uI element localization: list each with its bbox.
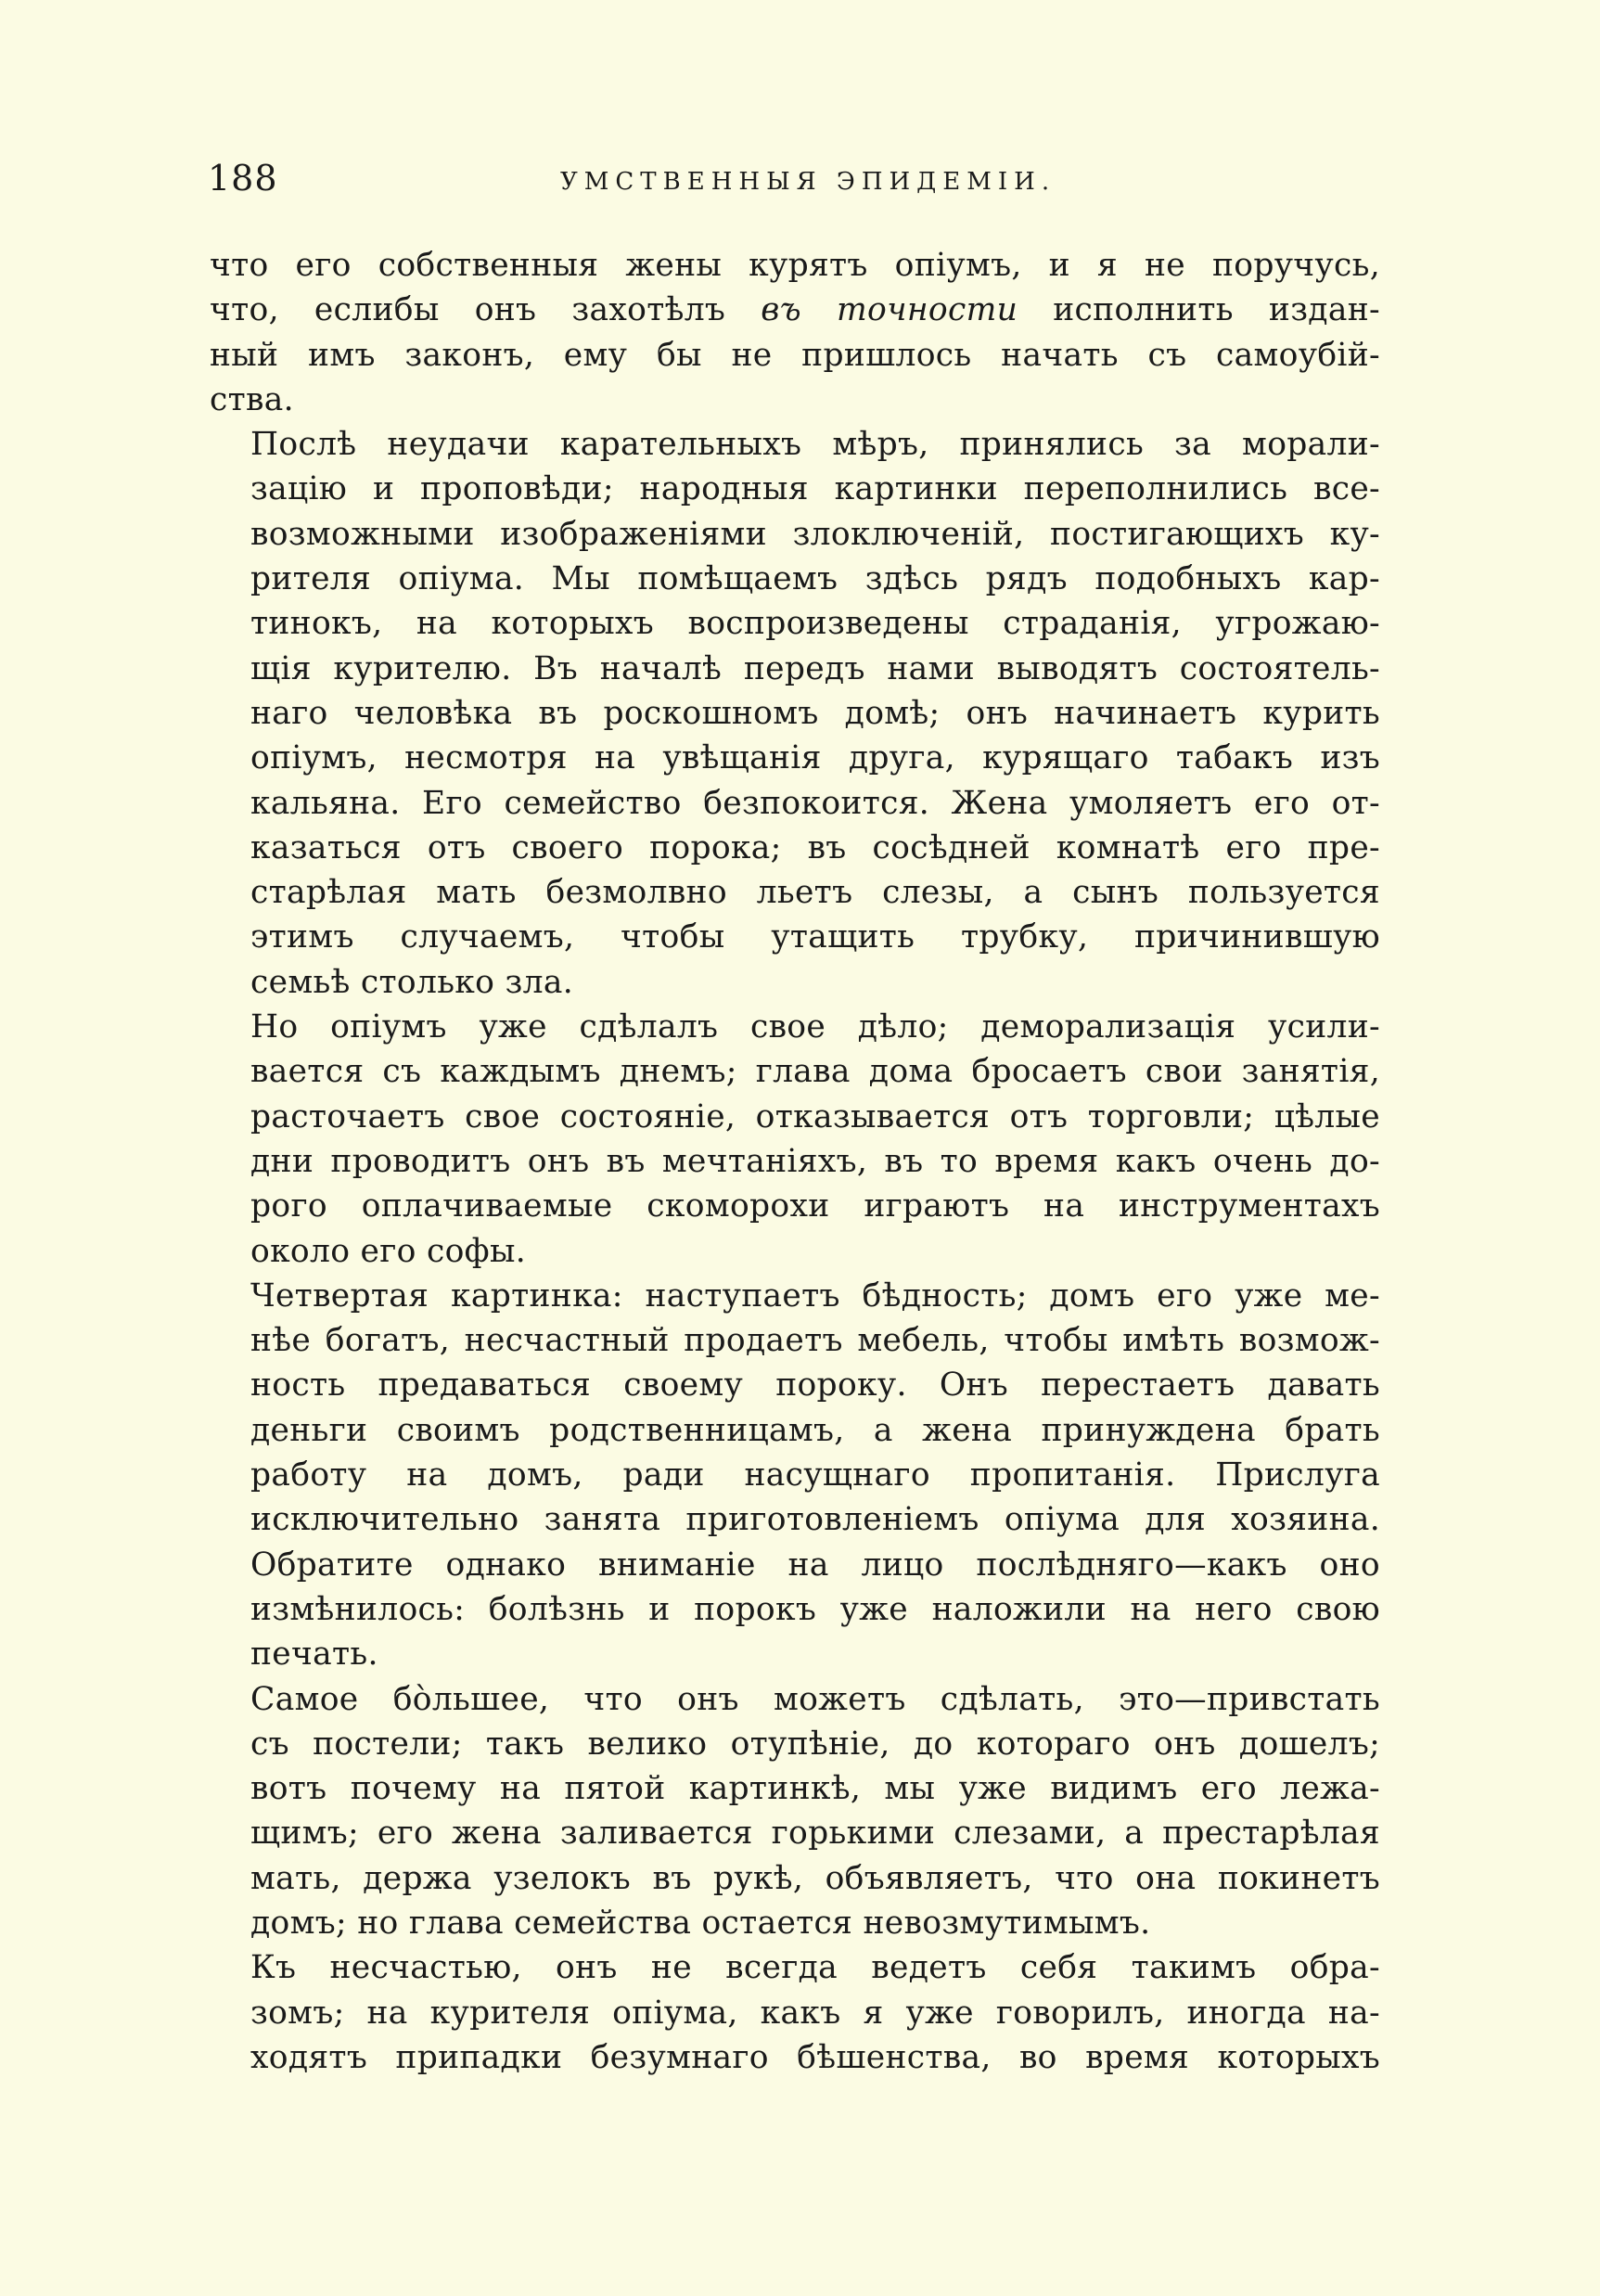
text-line: ходятъ припадки безумнаго бѣшенства, во время которыхъ — [250, 2038, 1380, 2076]
text-line: кальяна. Его семейство безпокоится. Жена умоляетъ его от- — [250, 784, 1380, 822]
text-line: Послѣ неудачи карательныхъ мѣръ, принялись за морали- — [250, 426, 1380, 464]
text-line: рителя опіума. Мы помѣщаемъ здѣсь рядъ подобныхъ кар- — [250, 560, 1380, 598]
text-line: печать. — [250, 1635, 378, 1674]
text-line: этимъ случаемъ, чтобы утащить трубку, причинившую — [250, 918, 1380, 956]
text-line: Самое бòльшее, что онъ можетъ сдѣлать, это—привстать — [250, 1680, 1380, 1718]
text-line: исключительно занята приготовленіемъ опіума для хозяина. — [250, 1501, 1380, 1539]
page-header — [208, 156, 1380, 212]
text-line: казаться отъ своего порока; въ сосѣдней комнатѣ его пре- — [250, 828, 1380, 866]
page-number: 188 — [208, 158, 278, 199]
text-line: щія курителю. Въ началѣ передъ нами выводятъ состоятель- — [250, 649, 1380, 687]
text-line: вается съ каждымъ днемъ; глава дома бросаетъ свои занятія, — [250, 1053, 1380, 1091]
text-line: расточаетъ свое состояніе, отказывается отъ торговли; цѣлые — [250, 1097, 1380, 1135]
text-line: рого оплачиваемые скоморохи играютъ на инструментахъ — [250, 1187, 1380, 1225]
paragraph — [210, 1274, 1380, 1677]
text-line: зацію и проповѣди; народныя картинки переполнились все- — [250, 470, 1380, 508]
paragraph — [210, 1677, 1380, 1946]
text-line: щимъ; его жена заливается горькими слезами, а престарѣлая — [250, 1815, 1380, 1853]
text-line: около его софы. — [250, 1232, 527, 1270]
text-line: нѣе богатъ, несчастный продаетъ мебель, чтобы имѣть возмож- — [250, 1322, 1380, 1360]
text-line: что его собственныя жены курятъ опіумъ, и я не поручусь, — [210, 247, 1380, 284]
text-line: старѣлая мать безмолвно льетъ слезы, а сынъ пользуется — [250, 874, 1380, 912]
text-line: вотъ почему на пятой картинкѣ, мы уже видимъ его лежа- — [250, 1770, 1380, 1808]
text-fragment: что, еслибы онъ захотѣлъ — [210, 291, 726, 329]
text-line: тинокъ, на которыхъ воспроизведены страданія, угрожаю- — [250, 605, 1380, 643]
running-title: УМСТВЕННЫЯ ЭПИДЕМІИ. — [560, 168, 1056, 196]
text-line: деньги своимъ родственницамъ, а жена принуждена брать — [250, 1411, 1380, 1449]
text-line: наго человѣка въ роскошномъ домѣ; онъ начинаетъ курить — [250, 694, 1380, 732]
text-line: ный имъ законъ, ему бы не пришлось начать съ самоубій- — [210, 336, 1380, 374]
text-line: мать, держа узелокъ въ рукѣ, объявляетъ, что она покинетъ — [250, 1859, 1380, 1897]
text-line: измѣнилось: болѣзнь и порокъ уже наложили на него свою — [250, 1590, 1380, 1628]
paragraph — [210, 1945, 1380, 2080]
body-text — [210, 243, 1380, 2080]
text-line: семьѣ столько зла. — [250, 963, 573, 1001]
text-line: опіумъ, несмотря на увѣщанія друга, курящаго табакъ изъ — [250, 739, 1380, 777]
text-line: домъ; но глава семейства остается невозмутимымъ. — [250, 1904, 1151, 1942]
text-line: работу на домъ, ради насущнаго пропитанія. Прислуга — [250, 1456, 1380, 1494]
text-line: Но опіумъ уже сдѣлалъ свое дѣло; деморализація усили- — [250, 1008, 1380, 1046]
paragraph — [210, 1005, 1380, 1274]
text-fragment: исполнить издан- — [1053, 291, 1380, 329]
text-line: дни проводитъ онъ въ мечтаніяхъ, въ то время какъ очень до- — [250, 1142, 1380, 1180]
text-line: Къ несчастью, онъ не всегда ведетъ себя такимъ обра- — [250, 1949, 1380, 1987]
text-line: возможными изображеніями злоключеній, постигающихъ ку- — [250, 515, 1380, 553]
text-line: ность предаваться своему пороку. Онъ перестаетъ давать — [250, 1366, 1380, 1405]
paragraph — [210, 422, 1380, 1005]
text-line: Четвертая картинка: наступаетъ бѣдность; домъ его уже ме- — [250, 1276, 1380, 1315]
emphasis-text: въ точности — [761, 291, 1018, 329]
text-line: Обратите однако вниманіе на лицо послѣдняго—какъ оно — [250, 1546, 1380, 1584]
text-line: зомъ; на курителя опіума, какъ я уже говорилъ, иногда на- — [250, 1994, 1380, 2032]
paragraph — [210, 243, 1380, 422]
text-line: съ постели; такъ велико отупѣніе, до котораго онъ дошелъ; — [250, 1725, 1380, 1763]
text-line — [210, 288, 1380, 332]
text-line: ства. — [210, 380, 294, 418]
